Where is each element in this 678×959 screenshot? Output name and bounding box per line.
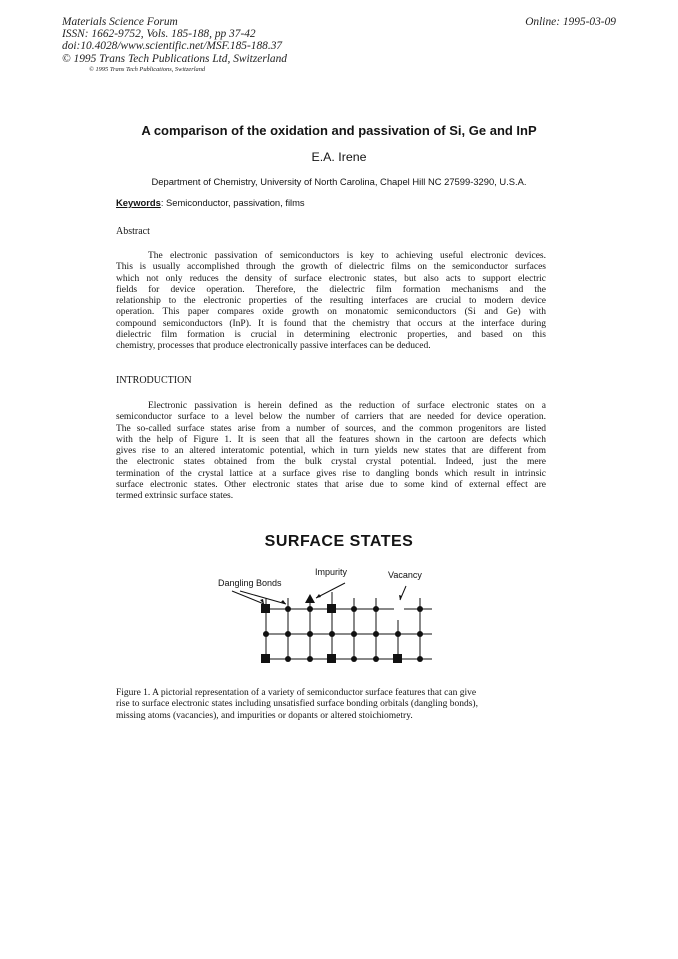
abstract-line: This is usually accomplished through the growth of dielectric films on the semiconductor surfaces <box>116 262 546 273</box>
copyright-line: © 1995 Trans Tech Publications Ltd, Switzerland <box>62 52 287 65</box>
caption-line: rise to surface electronic states including unsatisfied surface bonding orbitals (dangling bonds), <box>116 699 478 710</box>
journal-name: Materials Science Forum <box>62 16 178 28</box>
paper-title: A comparison of the oxidation and passivation of Si, Ge and InP <box>141 123 537 138</box>
intro-line: Electronic passivation is herein defined as the reduction of surface electronic states on a <box>148 401 546 411</box>
abstract-body <box>116 251 546 353</box>
abstract-line: relationship to the electronic properties of the resulting interfaces are crucial to modern device <box>116 296 546 307</box>
dangling-bonds-label: Dangling Bonds <box>218 578 282 588</box>
impurity-label: Impurity <box>315 567 348 577</box>
keywords-label: Keywords <box>116 197 161 208</box>
lattice-bonds <box>232 583 432 659</box>
abstract-line: fields for device operation. Therefore, the dielectric film formation mechanisms and the <box>116 284 546 295</box>
caption-line: Figure 1. A pictorial representation of a variety of semiconductor surface features that can give <box>116 688 477 698</box>
abstract-line: compound semiconductors (InP). It is found that the chemistry that occurs at the interface during <box>116 318 546 329</box>
abstract-heading: Abstract <box>116 226 150 237</box>
vacancy-label: Vacancy <box>388 570 422 580</box>
abstract-line: chemistry, processes that produce electronically passive interfaces can be deduced. <box>116 341 431 352</box>
author-affiliation: Department of Chemistry, University of North Carolina, Chapel Hill NC 27599-3290, U.S.A. <box>151 176 527 187</box>
abstract-line: dielectric film formation is crucial in determining electronic properties, and based on this <box>116 330 546 341</box>
intro-line: The so-called surface states arise from a number of sources, and the common progenitors are listed <box>116 423 546 434</box>
abstract-line: The electronic passivation of semiconductors is key to achieving useful electronic devices. <box>148 251 546 261</box>
keywords <box>116 197 305 208</box>
surface-states-diagram <box>210 560 460 670</box>
introduction-heading: INTRODUCTION <box>116 375 192 386</box>
intro-line: termination of the crystal lattice at a surface gives rise to dangling bonds which result in intrinsic <box>116 468 546 479</box>
online-date: Online: 1995-03-09 <box>525 16 616 28</box>
copyright-small: © 1995 Trans Tech Publications, Switzerland <box>89 65 206 73</box>
caption-line: missing atoms (vacancies), and impurities or dopants or altered stoichiometry. <box>116 710 413 721</box>
intro-line: semiconductor surface to a level below the number of carriers that are needed for device operation. <box>116 412 546 423</box>
introduction-body <box>116 401 546 503</box>
intro-line: the electronic states obtained from the bulk crystal crystal potential. Indeed, just the mere <box>116 457 546 468</box>
intro-line: termed extrinsic surface states. <box>116 491 234 502</box>
intro-line: surface electronic states. Other electronic states that arise due to some kind of external effect are <box>116 480 546 491</box>
figure-title: SURFACE STATES <box>264 533 414 550</box>
abstract-line: operation. This paper compares oxide growth on monatomic semiconductors (Si and Ge) with <box>116 307 546 318</box>
impurity-arrowhead <box>316 594 321 598</box>
vacancy-gap <box>394 602 404 616</box>
doi-line: doi:10.4028/www.scientific.net/MSF.185-188.37 <box>62 40 283 53</box>
abstract-line: which not only reduces the density of surface electronic states, but also acts to support electric <box>116 273 546 284</box>
issn-line: ISSN: 1662-9752, Vols. 185-188, pp 37-42 <box>62 28 256 41</box>
intro-line: with the help of Figure 1. It is seen that all the features shown in the cartoon are defects which <box>116 434 546 445</box>
intro-line: gives rise to an altered interatomic potential, which in turn yields new states that are different from <box>116 446 546 457</box>
paper-author: E.A. Irene <box>311 150 367 164</box>
keywords-text: : Semiconductor, passivation, films <box>160 197 305 208</box>
publication-header <box>62 16 287 75</box>
impurity-atom <box>305 594 315 603</box>
figure-caption <box>116 688 548 722</box>
